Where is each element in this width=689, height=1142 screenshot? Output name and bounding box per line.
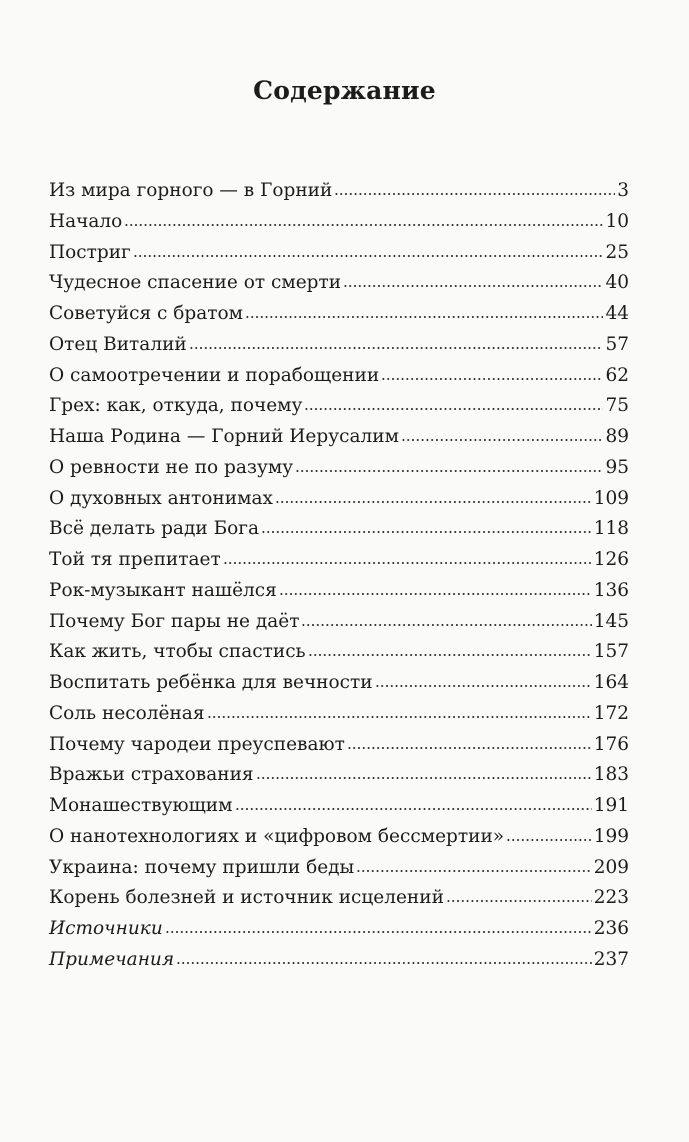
toc-entry-title: Наша Родина — Горний Иерусалим xyxy=(49,426,399,447)
toc-entry-page-number: 95 xyxy=(605,456,629,478)
dot-leader xyxy=(124,224,603,226)
toc-entry-page-number: 183 xyxy=(593,764,629,786)
toc-entry-title: Отец Виталий xyxy=(49,333,187,355)
toc-entry-page-number: 10 xyxy=(605,210,629,232)
toc-entry-page-number: 136 xyxy=(593,579,629,601)
toc-entry xyxy=(49,391,629,422)
toc-entry-page-number: 75 xyxy=(605,395,629,417)
toc-entry xyxy=(49,514,629,545)
dot-leader xyxy=(301,624,591,626)
toc-entry-page-number: 126 xyxy=(593,549,629,570)
toc-entry xyxy=(49,268,629,299)
toc-entry xyxy=(49,484,629,515)
toc-entry-page-number: 191 xyxy=(593,795,629,816)
dot-leader xyxy=(165,931,592,933)
dot-leader xyxy=(401,439,603,441)
toc-entry xyxy=(49,945,629,976)
toc-entry xyxy=(49,637,629,668)
toc-entry-title: О ревности не по разуму xyxy=(49,456,294,478)
dot-leader xyxy=(506,839,592,841)
toc-entry xyxy=(49,299,629,330)
toc-entry-page-number: 236 xyxy=(593,918,629,939)
toc-entry xyxy=(49,176,629,207)
toc-entry-page-number: 62 xyxy=(605,364,629,386)
toc-entry-title: Всё делать ради Бога xyxy=(49,518,260,540)
dot-leader xyxy=(356,870,591,872)
toc-entry-title: Из мира горного — в Горний xyxy=(49,180,333,201)
table-of-contents xyxy=(49,176,629,976)
toc-entry xyxy=(49,361,629,392)
toc-entry xyxy=(49,730,629,761)
toc-entry xyxy=(49,914,629,945)
toc-entry-page-number: 3 xyxy=(617,180,629,201)
toc-entry-title: Почему Бог пары не даёт xyxy=(49,610,300,632)
dot-leader xyxy=(304,408,603,410)
dot-leader xyxy=(295,470,603,472)
toc-entry-page-number: 176 xyxy=(593,733,629,755)
toc-entry xyxy=(49,238,629,269)
toc-entry-title: Источники xyxy=(49,918,163,939)
dot-leader xyxy=(347,747,592,749)
toc-entry-page-number: 118 xyxy=(593,518,629,540)
toc-entry-title: Грех: как, откуда, почему xyxy=(49,395,303,417)
toc-entry-page-number: 237 xyxy=(593,948,629,970)
toc-entry xyxy=(49,760,629,791)
toc-entry xyxy=(49,207,629,238)
dot-leader xyxy=(133,255,604,257)
toc-entry-page-number: 25 xyxy=(605,241,629,263)
dot-leader xyxy=(256,777,592,779)
toc-entry xyxy=(49,822,629,853)
toc-entry-title: Примечания xyxy=(49,948,175,970)
page-title: Содержание xyxy=(253,76,436,105)
toc-entry-page-number: 209 xyxy=(593,856,629,878)
toc-entry-title: О нанотехнологиях и «цифровом бессмертии» xyxy=(49,825,505,847)
dot-leader xyxy=(207,716,592,718)
toc-entry-title: Рок-музыкант нашёлся xyxy=(49,579,277,601)
dot-leader xyxy=(279,593,592,595)
toc-entry-title: Вражьи страхования xyxy=(49,764,254,786)
toc-entry-page-number: 157 xyxy=(593,641,629,663)
toc-entry xyxy=(49,545,629,576)
toc-entry xyxy=(49,576,629,607)
toc-entry xyxy=(49,330,629,361)
toc-entry xyxy=(49,699,629,730)
toc-entry xyxy=(49,853,629,884)
dot-leader xyxy=(381,378,603,380)
toc-entry-page-number: 89 xyxy=(605,426,629,447)
dot-leader xyxy=(375,685,592,687)
toc-entry-title: Как жить, чтобы спастись xyxy=(49,641,306,663)
toc-entry-page-number: 57 xyxy=(605,333,629,355)
dot-leader xyxy=(343,285,603,287)
toc-entry-page-number: 199 xyxy=(593,825,629,847)
toc-entry-page-number: 44 xyxy=(605,303,629,324)
dot-leader xyxy=(189,347,604,349)
toc-entry-title: Чудесное спасение от смерти xyxy=(49,272,342,294)
toc-entry-title: Украина: почему пришли беды xyxy=(49,856,355,878)
toc-entry-title: Советуйся с братом xyxy=(49,303,244,324)
toc-entry-title: Воспитать ребёнка для вечности xyxy=(49,672,373,693)
dot-leader xyxy=(308,654,592,656)
dot-leader xyxy=(261,531,592,533)
toc-entry xyxy=(49,453,629,484)
toc-entry xyxy=(49,883,629,914)
toc-entry xyxy=(49,668,629,699)
toc-entry-title: Корень болезней и источник исцелений xyxy=(49,887,444,909)
toc-entry-title: Соль несолёная xyxy=(49,702,205,724)
toc-entry-page-number: 164 xyxy=(593,672,629,693)
dot-leader xyxy=(446,900,592,902)
toc-entry-title: Начало xyxy=(49,210,123,232)
dot-leader xyxy=(275,501,592,503)
toc-entry-title: О духовных антонимах xyxy=(49,487,273,509)
toc-entry xyxy=(49,607,629,638)
toc-entry-page-number: 145 xyxy=(593,610,629,632)
dot-leader xyxy=(334,193,615,195)
dot-leader xyxy=(176,962,592,964)
toc-entry xyxy=(49,791,629,822)
toc-entry-title: Монашествующим xyxy=(49,795,233,816)
toc-entry xyxy=(49,422,629,453)
toc-entry-page-number: 40 xyxy=(605,272,629,294)
dot-leader xyxy=(245,316,603,318)
dot-leader xyxy=(223,562,592,564)
dot-leader xyxy=(235,808,592,810)
toc-entry-title: Постриг xyxy=(49,241,131,263)
toc-entry-page-number: 109 xyxy=(593,487,629,509)
toc-entry-title: О самоотречении и порабощении xyxy=(49,364,380,386)
toc-entry-page-number: 172 xyxy=(593,702,629,724)
toc-entry-title: Почему чародеи преуспевают xyxy=(49,733,345,755)
toc-entry-page-number: 223 xyxy=(593,887,629,909)
toc-entry-title: Той тя препитает xyxy=(49,549,221,570)
